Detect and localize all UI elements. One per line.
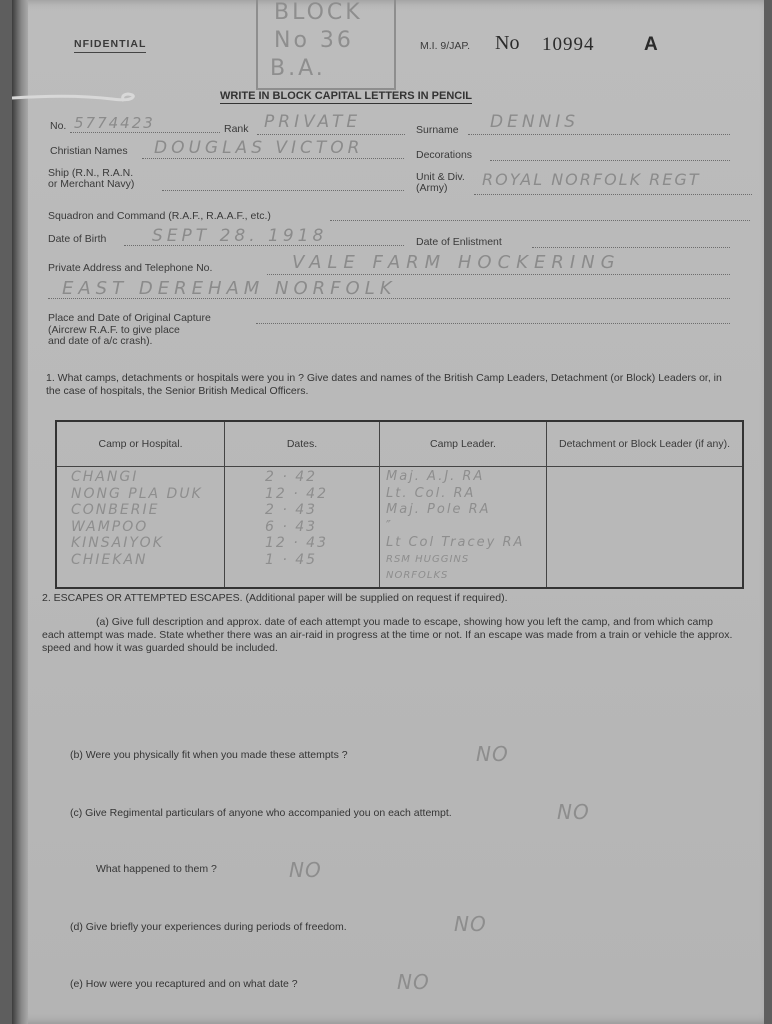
question-2d-text: (d) Give briefly your experiences during periods of freedom. [70, 921, 347, 933]
question-2c-text: (c) Give Regimental particulars of anyone who accompanied you on each attempt. [70, 807, 452, 819]
address-line-2: EAST DEREHAM NORFOLK [62, 278, 397, 299]
ship-label [48, 168, 134, 190]
stamp-line-2: No 36 [274, 28, 354, 53]
camp-entry: CHIEKAN [71, 551, 148, 568]
question-1-text: 1. What camps, detachments or hospitals were you in ? Give dates and names of the British Camp Leaders, Detachment (or Block) Leaders or, in the case of hospitals, the Senior British Medical Officers. [46, 372, 722, 397]
dob-label: Date of Birth [48, 233, 107, 245]
christian-names-label: Christian Names [50, 145, 128, 157]
header-detachment-leader: Detachment or Block Leader (if any). [547, 421, 744, 467]
question-2c-followup-answer: NO [289, 858, 322, 882]
camp-table [55, 420, 744, 589]
question-2e-text: (e) How were you recaptured and on what date ? [70, 978, 298, 990]
header-camp-leader: Camp Leader. [380, 421, 547, 467]
question-2c-followup-text: What happened to them ? [96, 863, 217, 875]
leader-column [380, 467, 547, 588]
camp-entry: WAMPOO [71, 518, 149, 535]
date-entry: 6 · 43 [265, 518, 318, 535]
unit-value: ROYAL NORFOLK REGT [482, 170, 701, 189]
date-entry: 12 · 43 [265, 535, 328, 551]
question-2d-answer: NO [454, 912, 487, 936]
detachment-column [547, 467, 744, 588]
binding-string [12, 92, 137, 106]
series-letter: A [644, 34, 658, 55]
question-2b-text: (b) Were you physically fit when you made these attempts ? [70, 749, 348, 761]
unit-label-line-2: (Army) [416, 182, 448, 194]
question-2a-text: (a) Give full description and approx. date of each attempt you made to escape, showing how you left the camp, and from which camp each attempt was made. State whether there was an air-raid in progress at the time or not. If an escape was made from a train or vehicle the approx. speed and how it was guarded should be included. [42, 616, 733, 654]
leader-entry: Maj. A.J. RA [386, 469, 485, 484]
form-page [12, 0, 764, 1024]
camp-entry: KINSAIYOK [71, 535, 164, 551]
capture-label-line-2: (Aircrew R.A.F. to give place [48, 323, 180, 336]
dob-value: SEPT 28. 1918 [152, 226, 328, 246]
page-binding-edge [12, 0, 28, 1024]
block-stamp [256, 0, 396, 90]
enlistment-label: Date of Enlistment [416, 236, 502, 248]
christian-names-value: DOUGLAS VICTOR [154, 138, 364, 158]
stamp-line-3: B.A. [270, 56, 326, 81]
date-entry: 1 · 45 [265, 551, 318, 568]
camp-entry: CHANGI [71, 469, 139, 485]
leader-entry: Lt. Col. RA [386, 485, 476, 501]
camp-column [56, 467, 225, 588]
address-label: Private Address and Telephone No. [48, 262, 213, 274]
decorations-label: Decorations [416, 149, 473, 161]
ship-label-line-1: Ship (R.N., R.A.N. [48, 167, 134, 179]
question-2-heading: 2. ESCAPES OR ATTEMPTED ESCAPES. (Additional paper will be supplied on request if required). [42, 592, 508, 604]
classification-label: NFIDENTIAL [74, 38, 146, 53]
capture-label-line-1: Place and Date of Original Capture [48, 312, 211, 324]
date-entry: 12 · 42 [265, 485, 328, 502]
ship-label-line-2: or Merchant Navy) [48, 178, 135, 190]
stamp-line-1: BLOCK [274, 0, 363, 25]
serial-number: 10994 [542, 34, 595, 55]
serial-prefix: No [495, 32, 520, 54]
leader-entry: RSM HUGGINS NORFOLKS [386, 553, 470, 581]
leader-entry: Maj. Pole RA [386, 502, 491, 517]
date-entry: 2 · 43 [265, 502, 318, 518]
rank-value: PRIVATE [264, 112, 362, 132]
rank-label: Rank [224, 123, 249, 135]
surname-label: Surname [416, 124, 459, 136]
capture-label [48, 313, 211, 348]
form-reference: M.I. 9/JAP. [420, 40, 470, 52]
leader-entry: ″ [386, 518, 393, 534]
unit-label-line-1: Unit & Div. [416, 171, 465, 183]
address-line-1: VALE FARM HOCKERING [292, 252, 621, 273]
header-dates: Dates. [225, 421, 380, 467]
squadron-label: Squadron and Command (R.A.F., R.A.A.F., etc.) [48, 210, 271, 222]
date-entry: 2 · 42 [265, 469, 318, 485]
capture-label-line-3: and date of a/c crash). [48, 335, 153, 347]
no-value: 5774423 [74, 114, 155, 132]
header-camp-or-hospital: Camp or Hospital. [56, 421, 225, 467]
question-2b-answer: NO [476, 742, 509, 766]
unit-label [416, 172, 465, 194]
leader-entry: Lt Col Tracey RA [386, 535, 525, 550]
camp-entry: CONBERIE [71, 502, 160, 518]
question-2e-answer: NO [397, 970, 430, 994]
camp-entry: NONG PLA DUK [71, 485, 203, 502]
instruction-heading: WRITE IN BLOCK CAPITAL LETTERS IN PENCIL [220, 90, 472, 102]
no-label: No. [50, 120, 67, 132]
surname-value: DENNIS [490, 112, 580, 132]
question-2c-answer: NO [557, 800, 590, 824]
dates-column [225, 467, 380, 588]
